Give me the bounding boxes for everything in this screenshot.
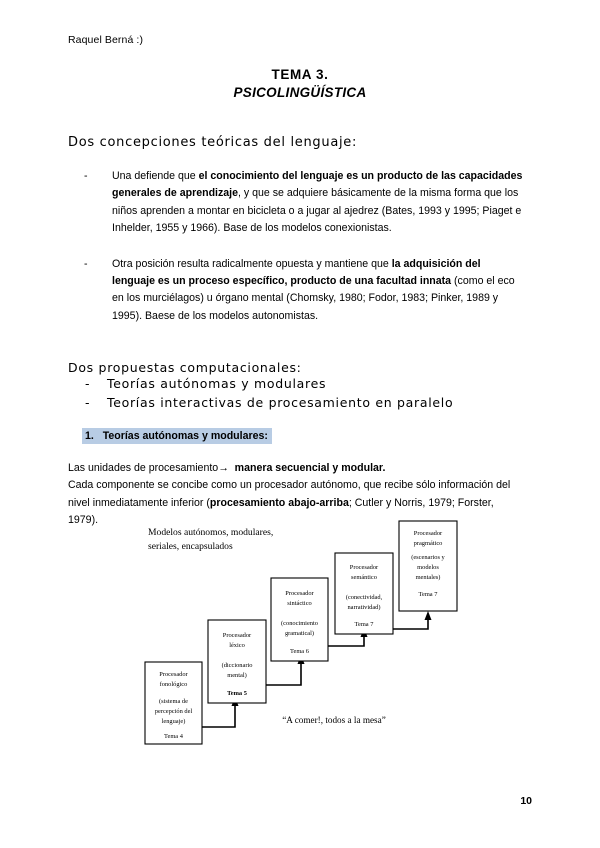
box-detail-line-3: mentales) <box>415 574 441 581</box>
bullet-text-part2: , y que se adquiere básicamente de la misma forma que los niños aprenden a montar en bicicleta o a jugar al ajedrez (Bates, 1993 y 1995; Piaget e Inhelder, 1955 y 1966). Base de los modelos conexionistas. <box>112 187 522 235</box>
bullet-text-part1: Una defiende que <box>112 170 199 182</box>
list-item <box>84 168 524 238</box>
bullet-marker: - <box>84 170 88 182</box>
para-text-a: Las unidades de procesamiento <box>68 462 219 474</box>
bullet-marker: - <box>85 376 91 391</box>
box-detail-line-2: narratividad) <box>347 604 381 611</box>
document-title <box>0 66 600 102</box>
diagram-quote: “A comer!, todos a la mesa” <box>282 715 386 725</box>
diagram-caption-line-1: Modelos autónomos, modulares, <box>148 527 274 538</box>
page-number: 10 <box>520 795 532 807</box>
box-tema-label: Tema 5 <box>227 690 247 697</box>
heading-teorias-autonomas <box>82 428 272 444</box>
title-line-2: PSICOLINGÜÍSTICA <box>233 85 367 100</box>
list-item-label: Teorías interactivas de procesamiento en paralelo <box>107 395 454 410</box>
box-detail-line-2: percepción del <box>154 708 193 715</box>
box-title-line-2: pragmático <box>413 540 443 547</box>
bullet-marker: - <box>85 395 91 410</box>
para-text-bold-2: procesamiento abajo-arriba <box>209 496 349 509</box>
heading-number: 1. <box>85 430 94 442</box>
box-detail-line-1: (conectividad, <box>345 594 383 601</box>
arrow-icon: → <box>218 462 229 474</box>
diagram-box-sintactico <box>271 578 328 661</box>
box-detail-line-2: mental) <box>227 672 247 679</box>
diagram-modelos-autonomos <box>140 515 500 770</box>
list-item <box>85 374 505 393</box>
concepciones-bullet-list <box>84 168 524 325</box>
propuestas-list <box>85 374 505 412</box>
heading-concepciones: Dos concepciones teóricas del lenguaje: <box>68 135 358 150</box>
diagram-caption-line-2: seriales, encapsulados <box>148 541 233 552</box>
heading-label: Teorías autónomas y modulares: <box>102 430 268 442</box>
box-tema-label: Tema 4 <box>164 733 183 740</box>
arrow-lexico-to-sintactico <box>266 661 301 685</box>
diagram-box-pragmatico <box>399 521 457 611</box>
box-title-line-2: léxico <box>229 642 245 649</box>
bullet-text-bold: la adquisición del lenguaje es un proceso específico, producto de una facultad innata <box>112 257 481 288</box>
title-line-1: TEMA 3. <box>271 67 329 82</box>
box-tema-label: Tema 7 <box>354 621 374 628</box>
box-title-line-2: sintáctico <box>287 600 312 607</box>
box-detail-line-2: gramatical) <box>284 630 315 637</box>
box-title-line-1: Procesador <box>159 671 188 678</box>
box-detail-line-1: (diccionario <box>221 662 253 669</box>
diagram-box-fonologico <box>145 662 202 744</box>
para-text-b: Cada componente se concibe como un procesador autónomo, que recibe sólo información del nivel inmediatamente inferior ( <box>68 479 511 509</box>
arrow-sintactico-to-semantico <box>328 634 364 646</box>
arrow-semantico-to-pragmatico <box>393 617 428 629</box>
box-tema-label: Tema 7 <box>418 591 438 598</box>
heading-propuestas: Dos propuestas computacionales: <box>68 360 302 375</box>
author-line: Raquel Berná :) <box>68 34 144 46</box>
box-detail-line-3: lenguaje) <box>161 718 186 725</box>
diagram-box-semantico <box>335 553 393 634</box>
box-title-line-1: Procesador <box>222 632 252 639</box>
diagram-box-lexico <box>208 620 266 703</box>
box-detail-line-1: (conocimiento <box>281 620 318 627</box>
bullet-text-bold: el conocimiento del lenguaje es un producto de las capacidades generales de aprendizaje <box>112 170 523 200</box>
box-title-line-2: fonológico <box>159 681 188 688</box>
box-detail-line-1: (escenarios y <box>411 554 445 561</box>
para-text-c: ; Cutler y Norris, 1979; Forster, 1979). <box>68 496 494 527</box>
bullet-text-part1: Otra posición resulta radicalmente opuesta y mantiene que <box>112 257 392 270</box>
box-title-line-2: semántico <box>351 574 377 581</box>
box-title-line-1: Procesador <box>349 564 379 571</box>
box-tema-label: Tema 6 <box>290 648 309 655</box>
list-item <box>84 256 524 326</box>
arrow-fonologico-to-lexico <box>202 703 235 727</box>
box-title-line-1: Procesador <box>285 590 314 597</box>
box-title-line-1: Procesador <box>413 530 443 537</box>
box-detail-line-2: modelos <box>417 564 439 571</box>
list-item <box>85 393 505 412</box>
para-text-bold-1: manera secuencial y modular. <box>234 462 386 474</box>
list-item-label: Teorías autónomas y modulares <box>107 376 327 391</box>
bullet-text-part2: (como el eco en los murciélagos) u órgano mental (Chomsky, 1980; Fodor, 1983; Pinker, 1989 y 1995). Baese de los modelos autonomistas. <box>112 275 515 322</box>
arrowhead-4 <box>425 611 432 620</box>
bullet-marker: - <box>84 257 88 270</box>
box-detail-line-1: (sistema de <box>159 698 188 705</box>
